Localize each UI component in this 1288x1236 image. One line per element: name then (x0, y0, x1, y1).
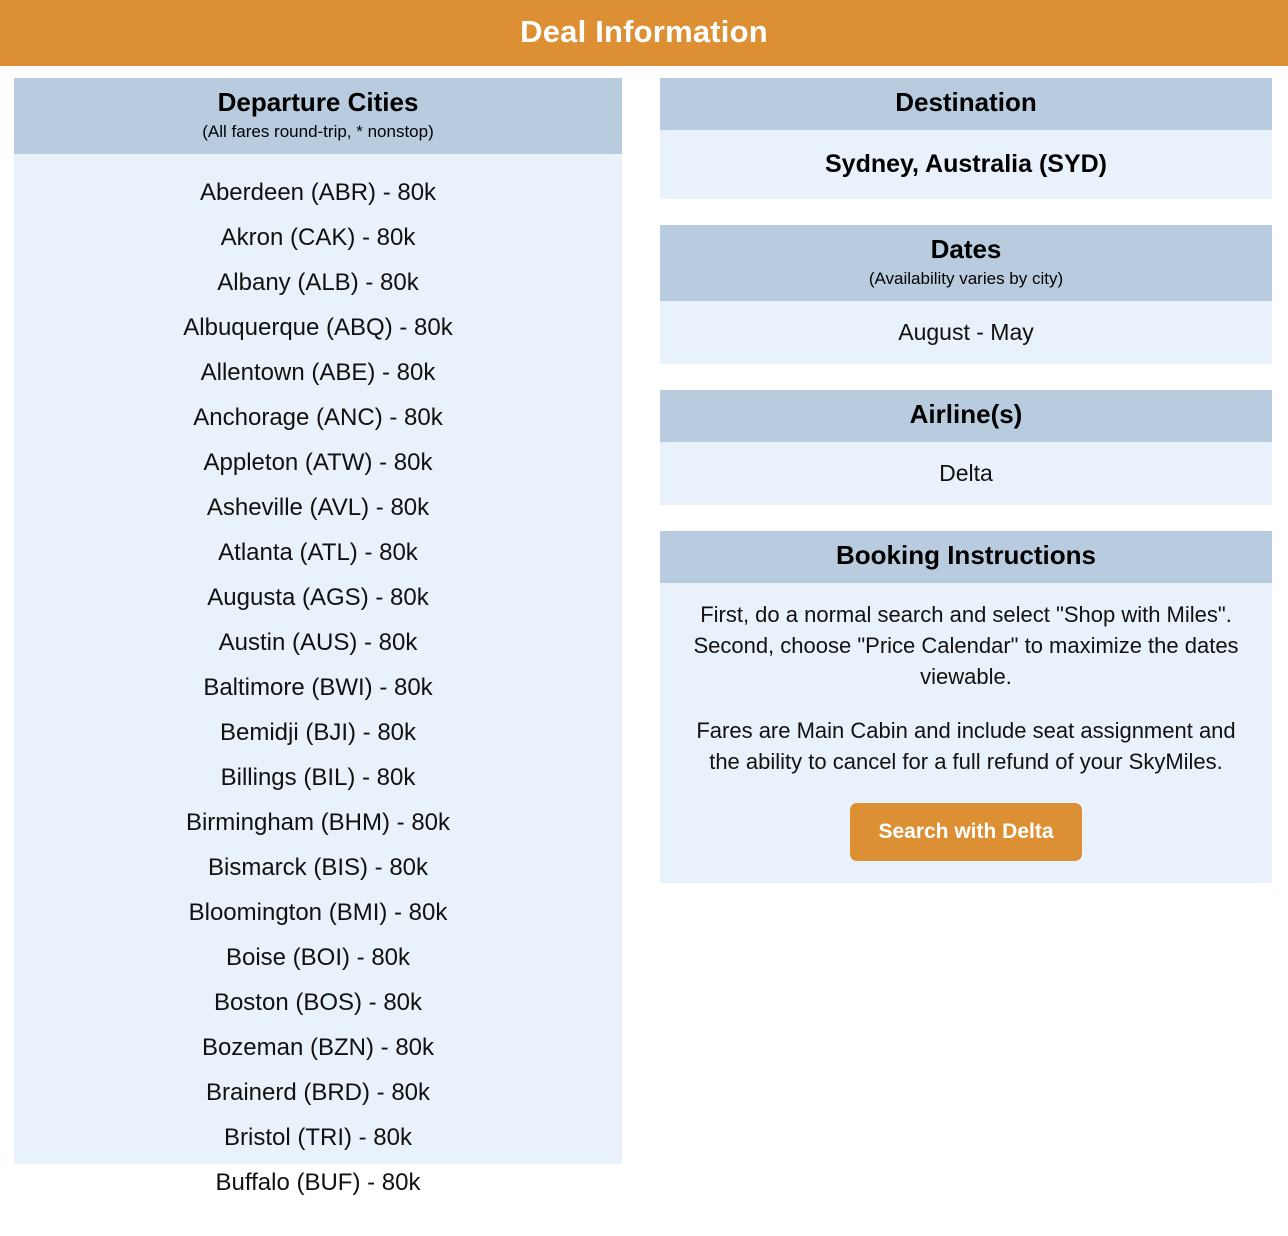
airlines-title: Airline(s) (909, 399, 1023, 430)
booking-instructions-header (660, 531, 1272, 583)
list-item: Birmingham (BHM) - 80k (185, 809, 451, 837)
airlines-panel (660, 390, 1272, 505)
dates-panel (660, 225, 1272, 364)
list-item: Bozeman (BZN) - 80k (201, 1034, 435, 1062)
list-item: Bismarck (BIS) - 80k (207, 854, 429, 882)
departure-cities-title: Departure Cities (217, 87, 419, 117)
destination-header (660, 78, 1272, 130)
destination-title: Destination (895, 87, 1037, 117)
list-item: Boston (BOS) - 80k (213, 989, 423, 1017)
list-item: Anchorage (ANC) - 80k (193, 404, 443, 432)
dates-header (660, 225, 1272, 301)
list-item: Boise (BOI) - 80k (225, 944, 411, 972)
list-item: Albany (ALB) - 80k (217, 269, 419, 297)
destination-body (660, 130, 1272, 199)
list-item: Appleton (ATW) - 80k (203, 449, 433, 477)
booking-paragraph-2: Fares are Main Cabin and include seat assignment and the ability to cancel for a full refund of your SkyMiles. (696, 717, 1236, 774)
airlines-header (660, 390, 1272, 442)
departure-column (14, 78, 622, 1197)
booking-paragraph-1: First, do a normal search and select "Shop with Miles". Second, choose "Price Calendar" to maximize the dates viewable. (693, 601, 1239, 690)
destination-value: Sydney, Australia (SYD) (824, 149, 1108, 178)
list-item: Asheville (AVL) - 80k (206, 494, 430, 522)
list-item: Atlanta (ATL) - 80k (218, 539, 418, 567)
list-item: Baltimore (BWI) - 80k (203, 674, 433, 702)
list-item: Akron (CAK) - 80k (220, 224, 416, 252)
list-item: Albuquerque (ABQ) - 80k (183, 314, 453, 342)
list-item: Buffalo (BUF) - 80k (215, 1169, 421, 1197)
list-item: Billings (BIL) - 80k (220, 764, 416, 792)
search-with-delta-button[interactable]: Search with Delta (850, 803, 1081, 861)
dates-subtitle: (Availability varies by city) (868, 268, 1064, 288)
details-column (660, 78, 1272, 909)
departure-cities-panel (14, 78, 622, 1197)
list-item: Austin (AUS) - 80k (218, 629, 418, 657)
airlines-body (660, 442, 1272, 505)
booking-instructions-body (660, 583, 1272, 883)
list-item: Augusta (AGS) - 80k (207, 584, 429, 612)
booking-instructions-panel (660, 531, 1272, 883)
list-item: Aberdeen (ABR) - 80k (199, 179, 437, 207)
list-item: Allentown (ABE) - 80k (200, 359, 436, 387)
list-item: Bloomington (BMI) - 80k (188, 899, 448, 927)
dates-value: August - May (898, 319, 1034, 346)
departure-cities-header (14, 78, 622, 154)
dates-title: Dates (930, 233, 1002, 264)
page-title: Deal Information (0, 0, 1288, 66)
departure-cities-list (14, 154, 622, 1197)
destination-panel (660, 78, 1272, 199)
list-item: Brainerd (BRD) - 80k (205, 1079, 431, 1107)
deal-information-body (0, 66, 1288, 1197)
booking-instructions-title: Booking Instructions (836, 540, 1096, 571)
dates-body (660, 301, 1272, 364)
list-item: Bristol (TRI) - 80k (223, 1124, 412, 1152)
list-item: Bemidji (BJI) - 80k (219, 719, 417, 747)
airlines-value: Delta (939, 460, 993, 487)
departure-cities-subtitle: (All fares round-trip, * nonstop) (202, 121, 434, 141)
